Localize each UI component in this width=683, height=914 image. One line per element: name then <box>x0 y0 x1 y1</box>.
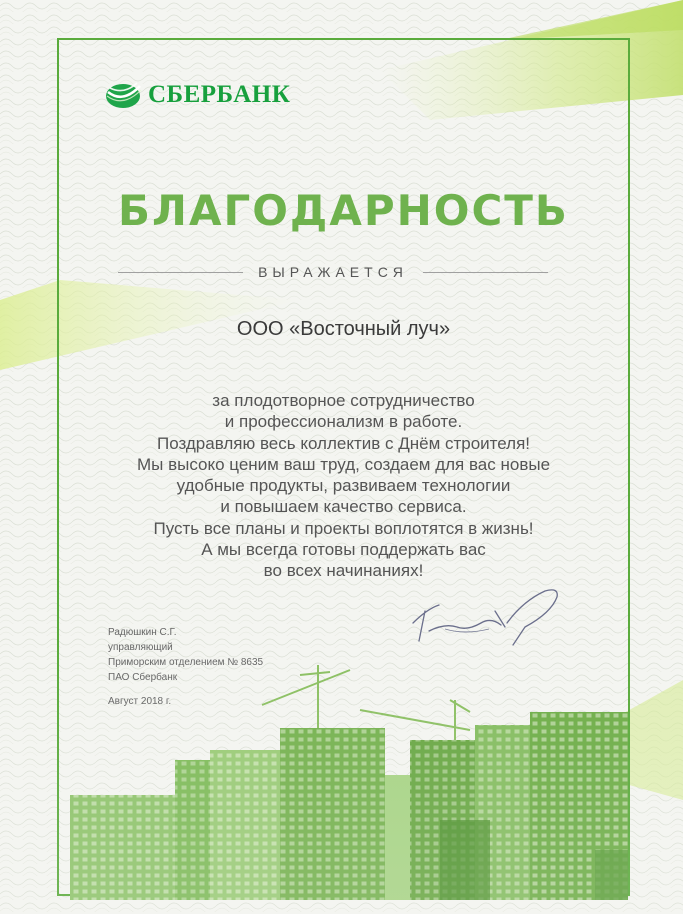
certificate-title: БЛАГОДАРНОСТЬ <box>118 186 569 235</box>
body-line: Пусть все планы и проекты воплотятся в жизнь! <box>153 518 534 538</box>
body-line: за плодотворное сотрудничество <box>212 391 475 410</box>
sberbank-wordmark: СБЕРБАНК <box>148 81 291 108</box>
body-line: во всех начинаниях! <box>263 561 424 581</box>
body-line: Мы высоко ценим ваш труд, создаем для вас новые <box>136 454 551 474</box>
certificate-subtitle: ВЫРАЖАЕТСЯ <box>258 264 408 280</box>
construction-skyline-image <box>0 640 683 914</box>
body-line: Поздравляю весь коллектив с Днём строителя! <box>156 433 531 453</box>
sberbank-logo-icon <box>104 80 142 110</box>
body-line: и профессионализм в работе. <box>224 412 463 432</box>
recipient-name: ООО «Восточный луч» <box>236 318 451 340</box>
body-line: А мы всегда готовы поддержать вас <box>201 540 486 560</box>
body-line: и повышаем качество сервиса. <box>220 497 467 517</box>
subtitle-row <box>118 262 548 282</box>
certificate-body <box>60 390 627 582</box>
sberbank-logo <box>104 80 290 110</box>
subtitle-rule-right <box>423 272 548 273</box>
body-line: удобные продукты, развиваем технологии <box>176 476 511 496</box>
signer-name: Радюшкин С.Г. <box>108 627 177 638</box>
